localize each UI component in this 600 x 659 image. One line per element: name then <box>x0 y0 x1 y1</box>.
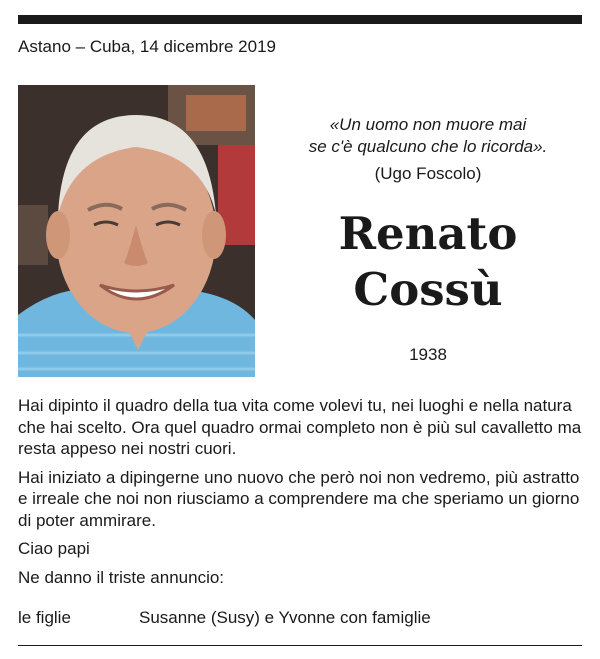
birth-year: 1938 <box>409 345 447 364</box>
quote-author: (Ugo Foscolo) <box>374 164 482 183</box>
last-name: Cossù <box>353 263 503 316</box>
message-paragraph-1: Hai dipinto il quadro della tua vita come volevi tu, nei luoghi e nella natura che hai scelto. Ora quel quadro ormai completo non è più sul cavalletto ma resta appeso nei nostri cuori. <box>18 396 582 458</box>
top-rule <box>18 15 582 24</box>
obituary-message <box>18 395 582 595</box>
deceased-name <box>280 206 576 318</box>
survivors-line <box>18 608 431 628</box>
quote-block <box>280 114 576 185</box>
survivors-relation: le figlie <box>18 608 71 627</box>
quote-line-2: se c'è qualcuno che lo ricorda». <box>308 137 548 156</box>
survivors-names: Susanne (Susy) e Yvonne con famiglie <box>139 608 431 627</box>
bottom-rule <box>18 645 582 646</box>
announcement: Ne danno il triste annuncio: <box>18 567 225 587</box>
place-date: Astano – Cuba, 14 dicembre 2019 <box>18 37 277 56</box>
message-paragraph-2: Hai iniziato a dipingerne uno nuovo che però noi non vedremo, più astratto e irreale che noi non riusciamo a comprendere ma che speriamo un giorno di poter ammirare. <box>18 467 580 530</box>
first-name: Renato <box>338 207 518 260</box>
farewell: Ciao papi <box>18 539 90 558</box>
quote-line-1: «Un uomo non muore mai <box>329 115 527 134</box>
portrait-photo <box>18 85 255 377</box>
